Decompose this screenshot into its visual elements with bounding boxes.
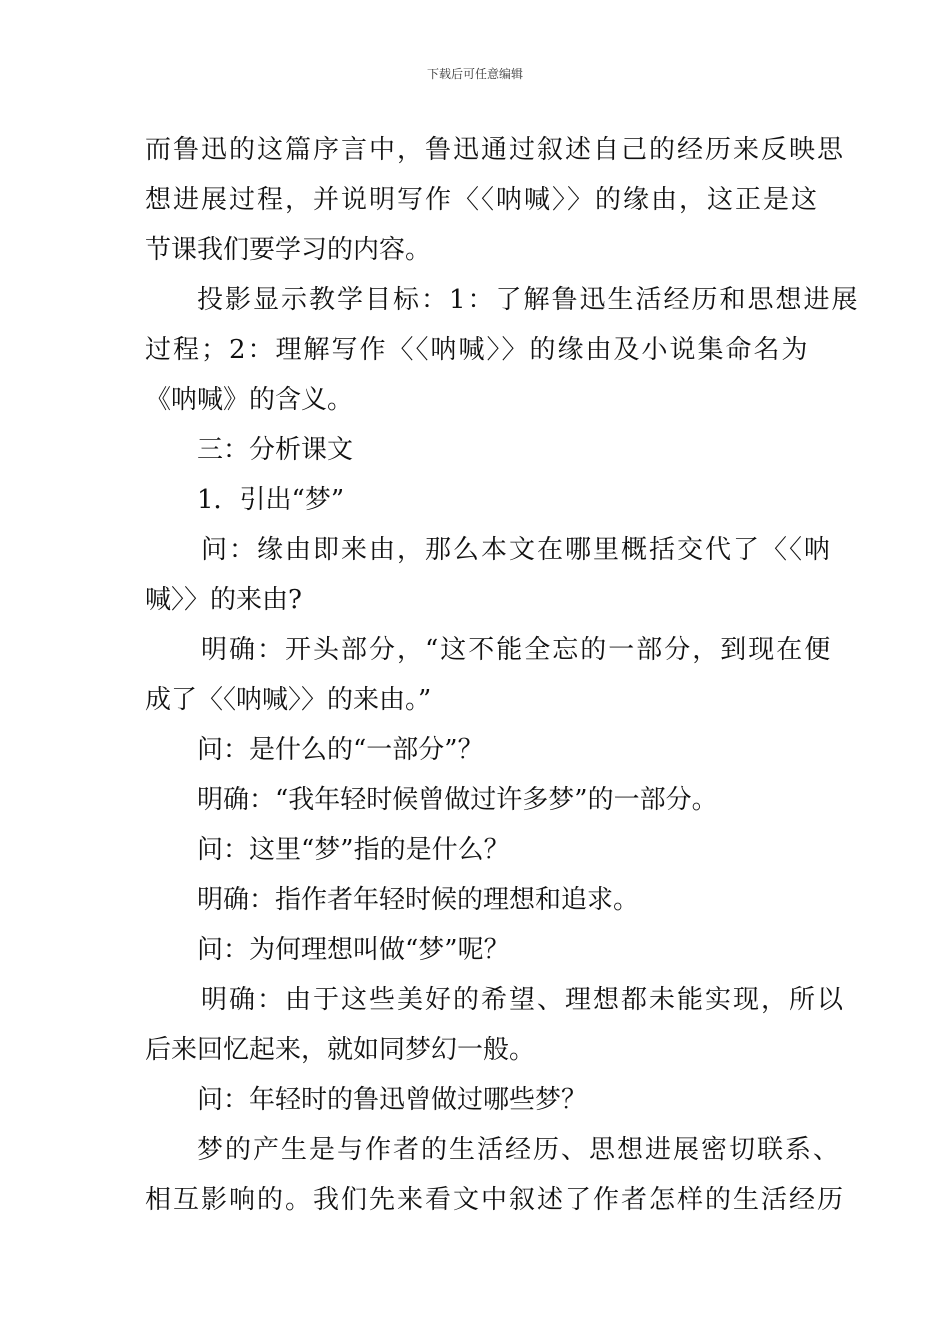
document-page: 下载后可任意编辑 而鲁迅的这篇序言中，鲁迅通过叙述自己的经历来反映思 想进展过程，并说明写作〈〈呐喊〉〉的缘由，这正是这 节课我们要学习的内容。 投影显示教学目标：1：了解鲁迅生活经历和思想进展 过程；2：理解写作〈〈呐喊〉〉的缘由及小说集命名为 《呐喊》的含义。 三：分析课文 1．引出“梦” 问：缘由即来由，那么本文在哪里概括交代了〈〈呐 喊〉〉的来由? 明确：开头部分，“这不能全忘的一部分，到现在便 成了〈〈呐喊〉〉的来由。” 问：是什么的“一部分”？ 明确：“我年轻时候曾做过许多梦”的一部分。 问：这里“梦”指的是什么？ 明确：指作者年轻时候的理想和追求。 问：为何理想叫做“梦”呢？ 明确：由于这些美好的希望、理想都未能实现，所以 后来回忆起来，就如同梦幻一般。 问：年轻时的鲁迅曾做过哪些梦？ 梦的产生是与作者的生活经历、思想进展密切联系、 相互影响的。我们先来看文中叙述了作者怎样的生活经历 [0, 0, 950, 1344]
page-header: 下载后可任意编辑 [426, 67, 523, 81]
